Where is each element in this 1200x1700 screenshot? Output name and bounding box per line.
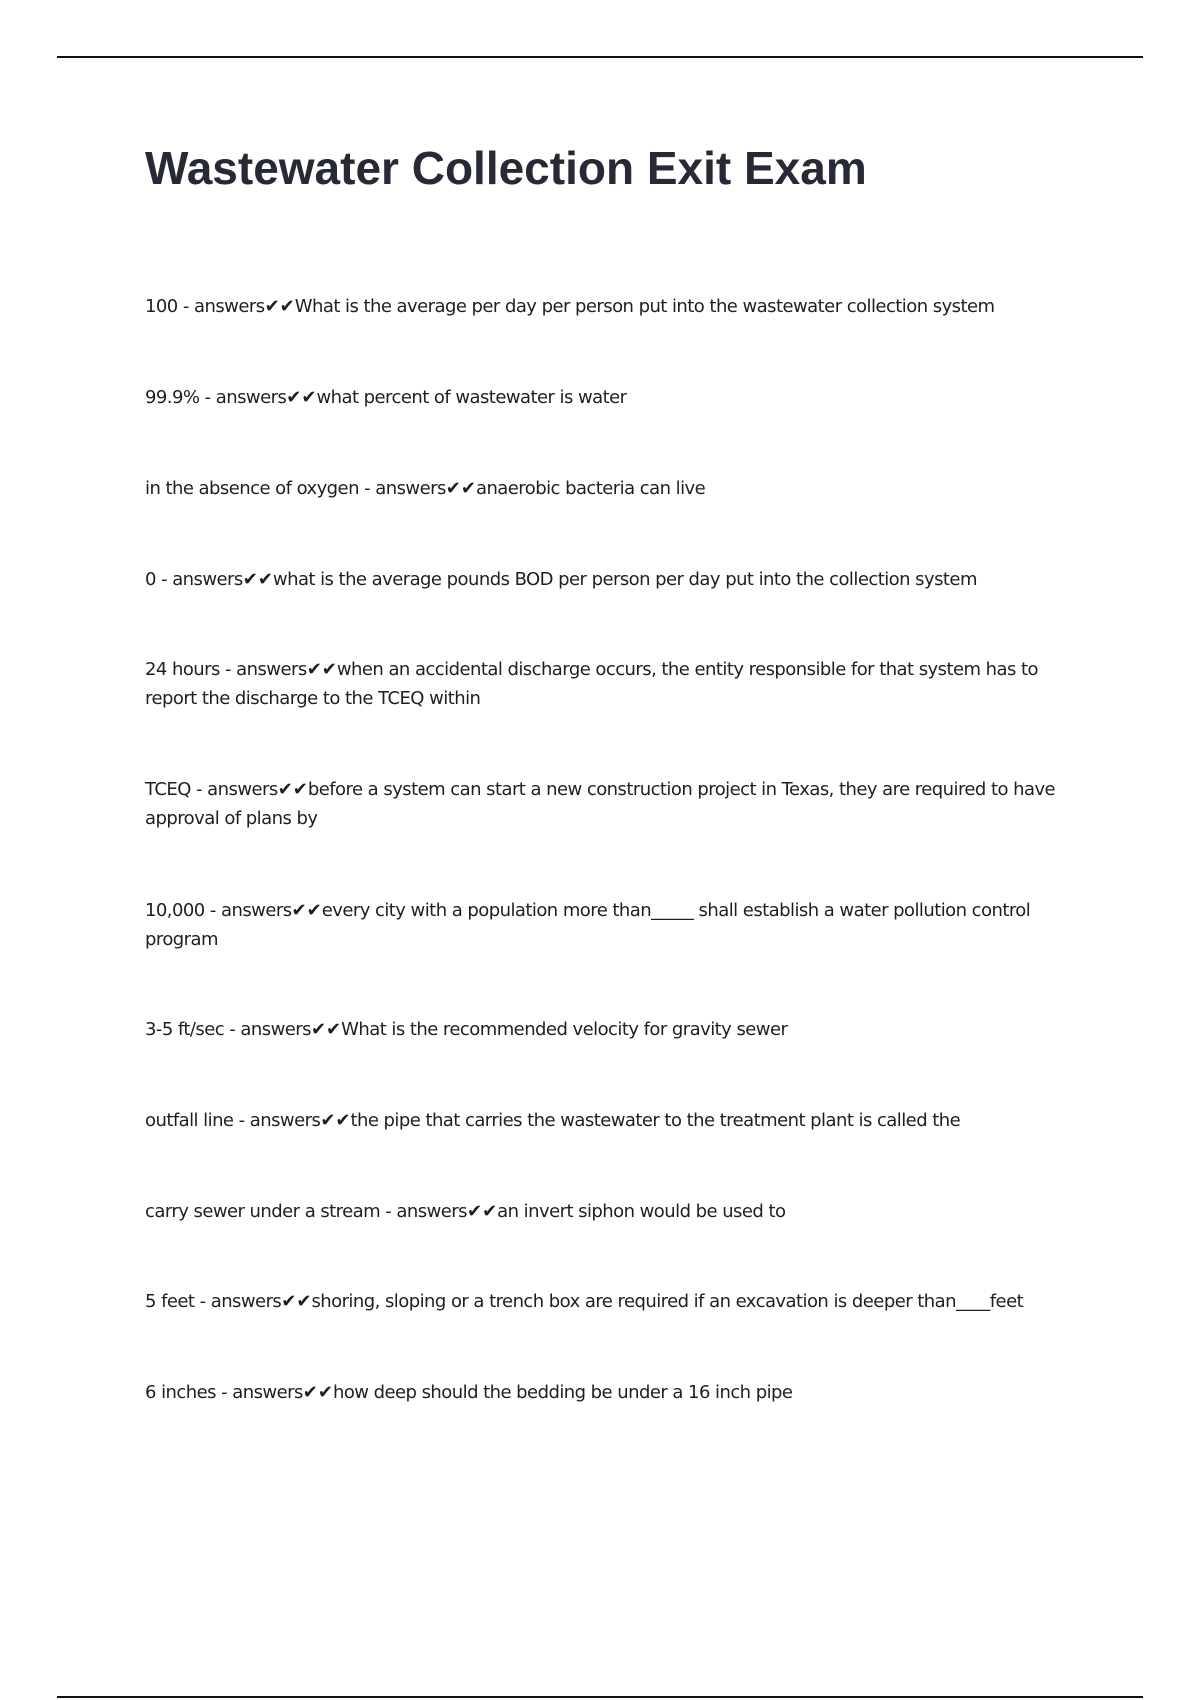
qa-separator: - answers — [219, 659, 307, 680]
qa-item-1 — [145, 292, 1080, 321]
qa-item-6 — [145, 775, 1080, 833]
double-check-icon: ✔✔ — [281, 1291, 312, 1312]
double-check-icon: ✔✔ — [310, 1019, 342, 1040]
qa-item-5 — [145, 655, 1080, 713]
bottom-rule — [57, 1696, 1143, 1698]
qa-question: shoring, sloping or a trench box are required if an excavation is deeper than____feet — [311, 1291, 1024, 1312]
qa-question: every city with a population more than_____ shall establish a water pollution control program — [145, 900, 1031, 950]
qa-item-12 — [145, 1378, 1080, 1407]
qa-item-4 — [145, 565, 1080, 594]
double-check-icon: ✔✔ — [291, 900, 322, 921]
qa-question: how deep should the bedding be under a 16 inch pipe — [332, 1382, 793, 1403]
qa-item-9 — [145, 1106, 1080, 1135]
qa-answer: 99.9% — [145, 387, 200, 408]
qa-separator: - answers — [199, 387, 287, 408]
qa-separator: - answers — [155, 569, 243, 590]
qa-separator: - answers — [358, 478, 446, 499]
qa-answer: 100 — [145, 296, 178, 317]
qa-question: What is the average per day per person put into the wastewater collection system — [294, 296, 995, 317]
qa-answer: 6 inches — [145, 1382, 216, 1403]
page-title: Wastewater Collection Exit Exam — [145, 142, 867, 194]
double-check-icon: ✔✔ — [264, 296, 295, 317]
qa-separator: - answers — [224, 1019, 311, 1040]
double-check-icon: ✔✔ — [286, 387, 317, 408]
qa-separator: - answers — [215, 1382, 303, 1403]
qa-separator: - answers — [177, 296, 265, 317]
qa-answer: 10,000 — [145, 900, 205, 921]
qa-answer: in the absence of oxygen — [145, 478, 359, 499]
double-check-icon: ✔✔ — [277, 779, 308, 800]
top-rule — [57, 56, 1143, 58]
qa-question: an invert siphon would be used to — [497, 1201, 786, 1222]
qa-separator: - answers — [380, 1201, 467, 1222]
qa-answer: TCEQ — [145, 779, 191, 800]
qa-item-10 — [145, 1197, 1080, 1226]
double-check-icon: ✔✔ — [466, 1201, 498, 1222]
qa-answer: carry sewer under a stream — [145, 1201, 381, 1222]
double-check-icon: ✔✔ — [306, 659, 337, 680]
qa-item-7 — [145, 896, 1080, 954]
qa-question: what percent of wastewater is water — [316, 387, 627, 408]
qa-separator: - answers — [194, 1291, 282, 1312]
qa-question: what is the average pounds BOD per person per day put into the collection system — [272, 569, 977, 590]
qa-item-11 — [145, 1287, 1080, 1316]
qa-answer: 0 — [145, 569, 156, 590]
qa-question: anaerobic bacteria can live — [475, 478, 706, 499]
double-check-icon: ✔✔ — [320, 1110, 351, 1131]
qa-question: when an accidental discharge occurs, the entity responsible for that system has to report the discharge to the TCEQ within — [145, 659, 1038, 709]
qa-separator: - answers — [204, 900, 292, 921]
qa-item-3 — [145, 474, 1080, 503]
double-check-icon: ✔✔ — [302, 1382, 333, 1403]
qa-item-2 — [145, 383, 1080, 412]
qa-item-8 — [145, 1015, 1080, 1044]
qa-question: What is the recommended velocity for gravity sewer — [341, 1019, 788, 1040]
qa-answer: 5 feet — [145, 1291, 195, 1312]
qa-answer: 3-5 ft/sec — [145, 1019, 225, 1040]
double-check-icon: ✔✔ — [445, 478, 476, 499]
qa-answer: outfall line — [145, 1110, 234, 1131]
qa-separator: - answers — [233, 1110, 321, 1131]
qa-question: the pipe that carries the wastewater to the treatment plant is called the — [350, 1110, 961, 1131]
double-check-icon: ✔✔ — [242, 569, 273, 590]
qa-separator: - answers — [190, 779, 278, 800]
qa-answer: 24 hours — [145, 659, 220, 680]
qa-question: before a system can start a new construction project in Texas, they are required to have approval of plans by — [145, 779, 1056, 829]
